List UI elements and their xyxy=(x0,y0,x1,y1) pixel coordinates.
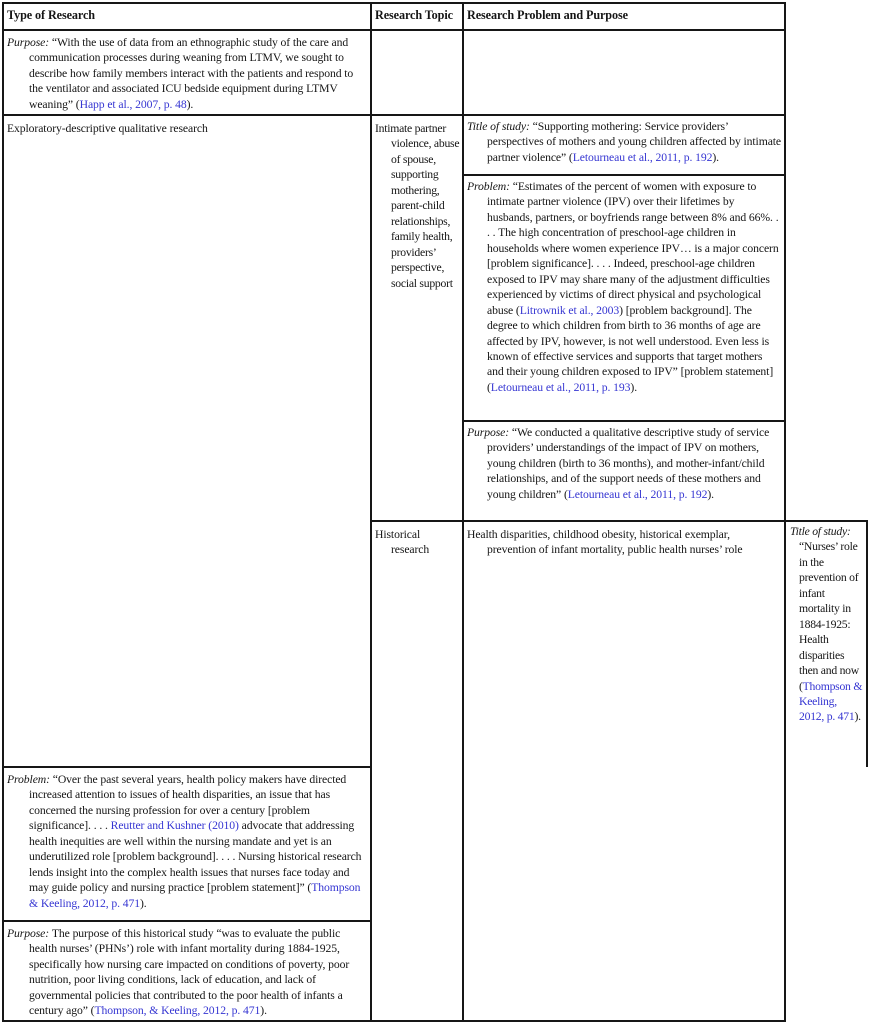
cell-label: Purpose: xyxy=(7,927,52,940)
citation-link[interactable]: Reutter and Kushner (2010) xyxy=(110,819,239,833)
citation-link[interactable]: Letourneau et al., 2011, p. 192 xyxy=(567,487,708,501)
cell-label: Problem: xyxy=(467,180,513,193)
citation-link[interactable]: Letourneau et al., 2011, p. 192 xyxy=(572,150,713,164)
cell-row3-title-of-study xyxy=(790,524,864,725)
cell-text: “Supporting mothering: Service providers’ perspectives of mothers and young children affected by intimate partner violence” ( xyxy=(487,120,782,164)
grid-line xyxy=(2,29,786,31)
cell-row2-title-of-study xyxy=(467,119,781,165)
cell-text: advocate that addressing health inequities are well within the nursing mandate and yet is an underutilized role [problem background]. . . . Nursing historical research lends insight into the complex health issues that nurses face today and may guide policy and nursing practice [problem statement]” ( xyxy=(29,819,362,895)
cell-row2-purpose xyxy=(467,425,781,502)
grid-line xyxy=(462,420,786,422)
cell-text: “Over the past several years, health policy makers have directed increased attention to issues of health disparities, an issue that has concerned the nursing profession for over a century [problem significance]. . . . xyxy=(29,773,347,833)
grid-line xyxy=(370,2,372,1022)
cell-text: “Estimates of the percent of women with exposure to intimate partner violence (IPV) over their lifetimes by husbands, partners, or boyfriends range between 8% and 66%. . . . The high concentration of preschool-age children in households where women experience IPV… is a major concern [problem significance]. . . . Indeed, preschool-age children exposed to IPV may share many of the adjustment difficulties experienced by victims of direct physical and psychological abuse ( xyxy=(487,180,779,317)
cell-label: Title of study: xyxy=(467,120,533,133)
citation-link[interactable]: Litrownik et al., 2003 xyxy=(519,303,620,317)
cell-text: “Nurses’ role in the prevention of infant mortality in 1884-1925: Health disparities then and now ( xyxy=(799,540,859,693)
grid-line xyxy=(2,766,372,768)
cell-row2-research-topic: Intimate partner violence, abuse of spouse, supporting mothering, parent-child relationships, family health, providers’ perspective, social support xyxy=(375,122,460,290)
cell-text: The purpose of this historical study “was to evaluate the public health nurses’ (PHNs’) role with infant mortality during 1884-1925, specifically how nursing care impacted on conditions of poverty, poor nutrition, poor living conditions, lack of education, and lack of governmental policies that contributed to the poor health of infants a century ago” ( xyxy=(29,927,350,1018)
grid-line xyxy=(2,2,4,1022)
cell-text: ). xyxy=(707,487,714,501)
citation-link[interactable]: Thompson, & Keeling, 2012, p. 471 xyxy=(94,1004,261,1018)
cell-row3-topics: Health disparities, childhood obesity, historical exemplar, prevention of infant mortality, public health nurses’ role xyxy=(467,528,743,557)
cell-label: Purpose: xyxy=(7,36,52,49)
grid-line xyxy=(2,920,372,922)
citation-link[interactable]: Happ et al., 2007, p. 48 xyxy=(79,97,187,111)
cell-label: Title of study: xyxy=(790,525,851,538)
column-header-problem-and-purpose: Research Problem and Purpose xyxy=(467,8,628,22)
cell-row2-problem xyxy=(467,179,781,395)
grid-line xyxy=(2,2,786,4)
grid-line xyxy=(866,520,868,767)
cell-text: ). xyxy=(140,896,147,910)
cell-text: “We conducted a qualitative descriptive study of service providers’ understandings of the impact of IPV on mothers, young children (birth to 36 months), and mother-infant/child relationships, and of the support needs of these mothers and young children” ( xyxy=(487,426,770,501)
cell-row3-purpose xyxy=(7,926,366,1019)
column-header-type-of-research: Type of Research xyxy=(7,8,95,22)
grid-line xyxy=(370,520,868,522)
cell-text: ). xyxy=(260,1004,267,1018)
cell-row2-type-of-research: Exploratory-descriptive qualitative research xyxy=(7,122,208,135)
citation-link[interactable]: Thompson & Keeling, 2012, p. 471 xyxy=(799,679,863,724)
grid-line xyxy=(2,114,786,116)
cell-text: ). xyxy=(854,710,861,724)
cell-row3-problem xyxy=(7,772,366,911)
column-header-research-topic: Research Topic xyxy=(375,8,453,22)
cell-text: ). xyxy=(186,97,194,111)
cell-text: ). xyxy=(712,150,719,164)
cell-text: “With the use of data from an ethnographic study of the care and communication processes during weaning from LTMV, we sought to describe how family members interact with the patients and respond to the ventilator and associated ICU bedside equipment during LTMV weaning” ( xyxy=(29,36,354,111)
cell-text: ). xyxy=(630,380,638,394)
cell-label: Purpose: xyxy=(467,426,512,439)
citation-link[interactable]: Thompson & Keeling, 2012, p. 471 xyxy=(29,881,361,910)
cell-text: ) [problem background]. The degree to which children from birth to 36 months of age are affected by IPV, however, is not well understood. Even less is known of effective services and supports that target mothers and their young children exposed to IPV” [problem statement] ( xyxy=(487,303,774,394)
grid-line xyxy=(784,2,786,1022)
grid-line xyxy=(462,174,786,176)
cell-label: Problem: xyxy=(7,773,53,786)
cell-row3-research-topic: Historical research xyxy=(375,528,430,557)
cell-row1-purpose xyxy=(7,35,365,112)
citation-link[interactable]: Letourneau et al., 2011, p. 193 xyxy=(490,380,631,394)
grid-line xyxy=(2,1020,786,1022)
